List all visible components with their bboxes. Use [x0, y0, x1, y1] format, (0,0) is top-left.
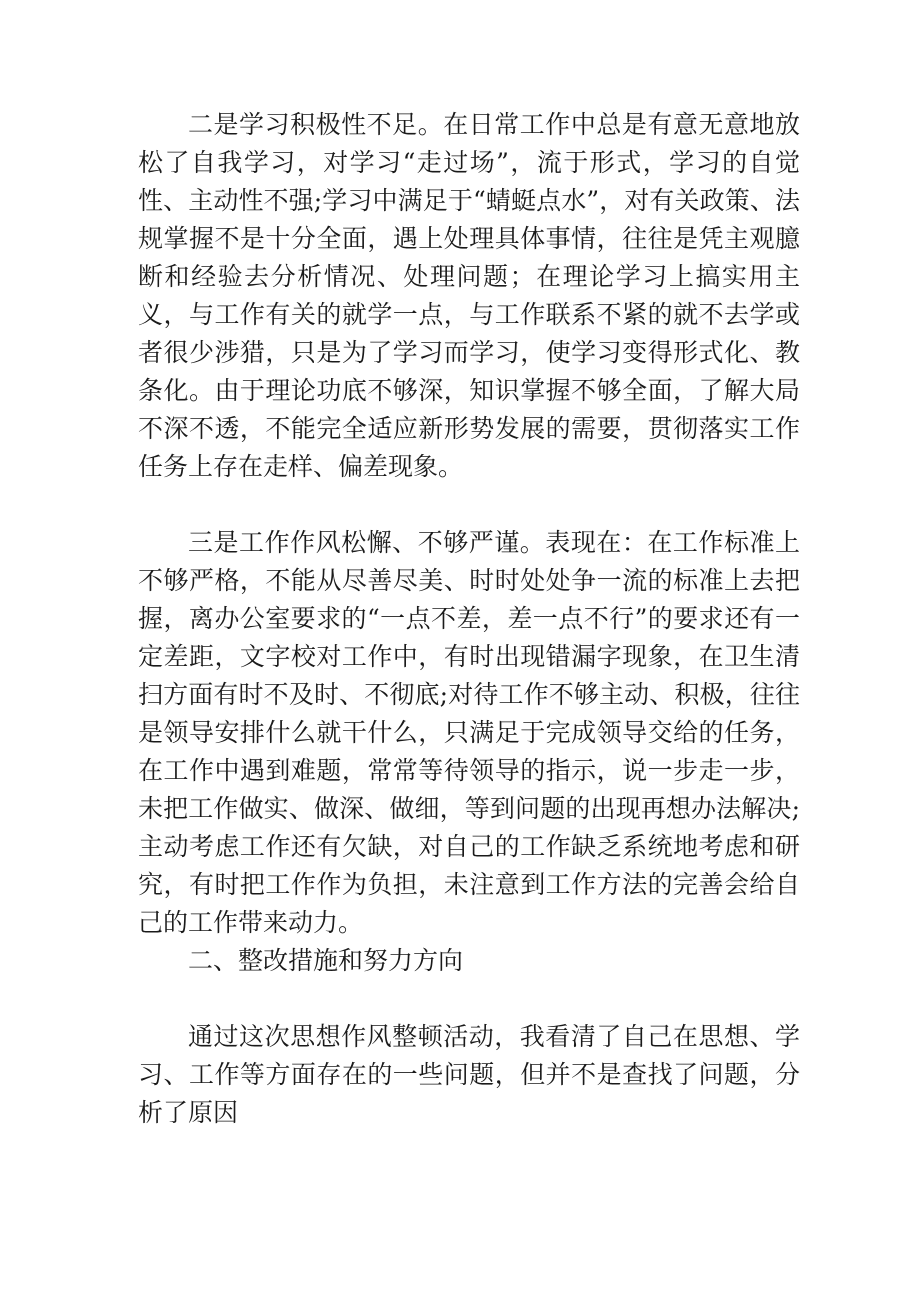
paragraph-rectification-intro: 通过这次思想作风整顿活动，我看清了自己在思想、学习、工作等方面存在的一些问题，但并不是查找了问题，分析了原因 — [138, 1022, 800, 1127]
paragraph-work-style: 三是工作作风松懈、不够严谨。表现在：在工作标准上不够严格，不能从尽善尽美、时时处处争一流的标准上去把握，离办公室要求的“一点不差，差一点不行”的要求还有一定差距，文字校对工作中，有时出现错漏字现象，在卫生清扫方面有时不及时、不彻底;对待工作不够主动、积极，往往是领导安排什么就干什么，只满足于完成领导交给的任务，在工作中遇到难题，常常等待领导的指示，说一步走一步，未把工作做实、做深、做细，等到问题的出现再想办法解决;主动考虑工作还有欠缺，对自己的工作缺乏系统地考虑和研究，有时把工作作为负担，未注意到工作方法的完善会给自己的工作带来动力。 — [138, 528, 800, 937]
document-body — [138, 106, 800, 1132]
paragraph-learning-enthusiasm: 二是学习积极性不足。在日常工作中总是有意无意地放松了自我学习，对学习“走过场”，流于形式，学习的自觉性、主动性不强;学习中满足于“蜻蜓点水”，对有关政策、法规掌握不是十分全面，遇上处理具体事情，往往是凭主观臆断和经验去分析情况、处理问题；在理论学习上搞实用主义，与工作有关的就学一点，与工作联系不紧的就不去学或者很少涉猎，只是为了学习而学习，使学习变得形式化、教条化。由于理论功底不够深，知识掌握不够全面，了解大局不深不透，不能完全适应新形势发展的需要，贯彻落实工作任务上存在走样、偏差现象。 — [138, 110, 800, 481]
section-heading: 二、整改措施和努力方向 — [188, 946, 464, 975]
paragraph-spacer — [138, 486, 800, 524]
paragraph-spacer — [138, 980, 800, 1018]
